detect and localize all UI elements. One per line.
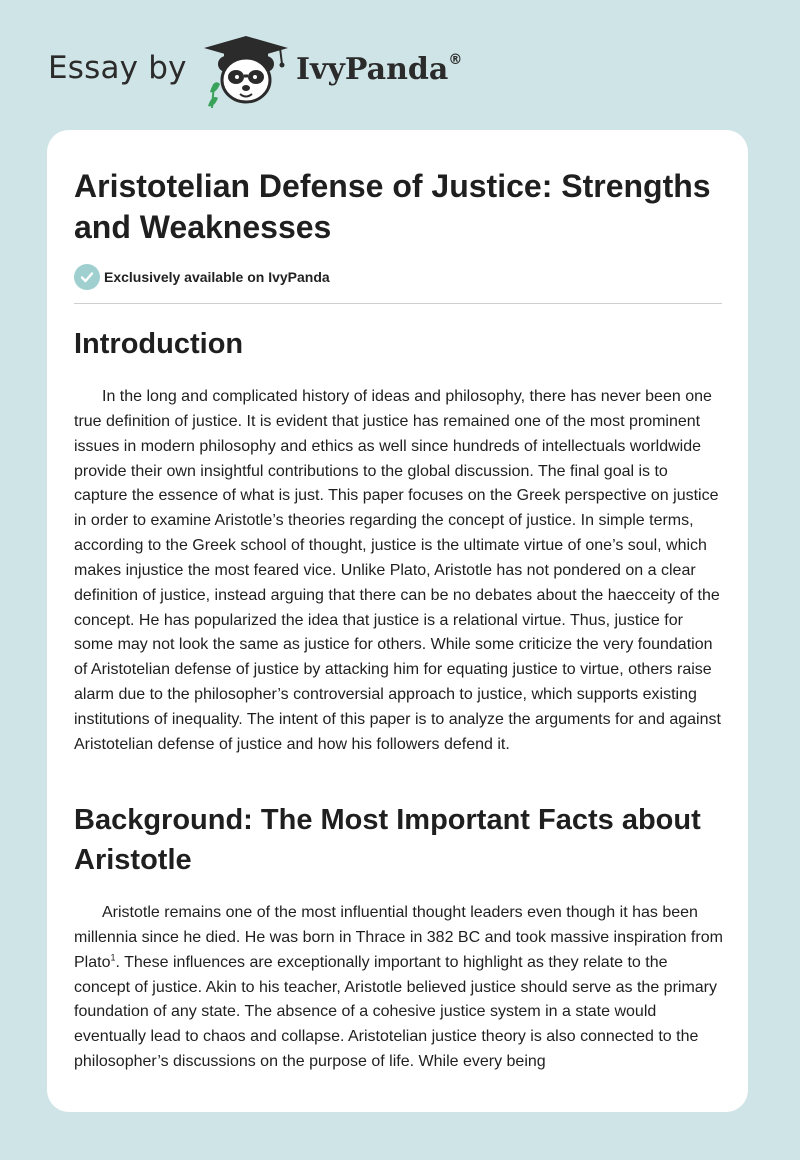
registered-mark: ® <box>448 52 463 68</box>
paragraph-background <box>74 901 724 1075</box>
check-circle-icon <box>74 264 100 290</box>
divider <box>74 303 722 304</box>
section-heading-background: Background: The Most Important Facts about Aristotle <box>74 804 701 876</box>
essay-by-label: Essay by <box>48 50 187 86</box>
essay-card <box>47 130 748 1112</box>
exclusive-badge <box>74 264 330 290</box>
footnote-link[interactable]: 1 <box>110 952 116 963</box>
panda-graduate-logo-icon[interactable] <box>200 34 292 108</box>
section-heading-introduction: Introduction <box>74 328 244 360</box>
brand-text: IvyPanda <box>296 52 449 87</box>
brand-name[interactable] <box>296 52 462 87</box>
site-header <box>0 0 800 128</box>
paragraph-text-part-1: Aristotle remains one of the most influential thought leaders even though it has been millennia since he died. He was born in Thrace in 382 BC and took massive inspiration from Plato <box>74 904 723 971</box>
badge-label: Exclusively available on IvyPanda <box>104 269 330 285</box>
essay-title: Aristotelian Defense of Justice: Strengths and Weaknesses <box>74 168 711 245</box>
paragraph-introduction: In the long and complicated history of ideas and philosophy, there has never been one true definition of justice. It is evident that justice has remained one of the most prominent issues in modern philosophy and ethics as well since hundreds of intellectuals worldwide provide their own insightful contributions to the global discussion. The final goal is to capture the essence of what is just. This paper focuses on the Greek perspective on justice in order to examine Aristotle’s theories regarding the concept of justice. In simple terms, according to the Greek school of thought, justice is the ultimate virtue of one’s soul, which makes injustice the most feared vice. Unlike Plato, Aristotle has not pondered on a clear definition of justice, instead arguing that there can be no debates about the haecceity of the concept. He has popularized the idea that justice is a relational virtue. Thus, justice for some may not look the same as justice for others. While some criticize the very foundation of Aristotelian defense of justice by attacking him for equating justice to virtue, others raise alarm due to the philosopher’s controversial approach to justice, which supports existing institutions of inequality. The intent of this paper is to analyze the arguments for and against Aristotelian defense of justice and how his followers defend it. <box>74 388 721 753</box>
paragraph-text-part-2: . These influences are exceptionally important to highlight as they relate to the concept of justice. Akin to his teacher, Aristotle believed justice should serve as the primary foundation of any state. The absence of a cohesive justice system in a state would eventually lead to chaos and collapse. Aristotelian justice theory is also connected to the philosopher’s discussions on the purpose of life. While every being <box>74 953 717 1071</box>
